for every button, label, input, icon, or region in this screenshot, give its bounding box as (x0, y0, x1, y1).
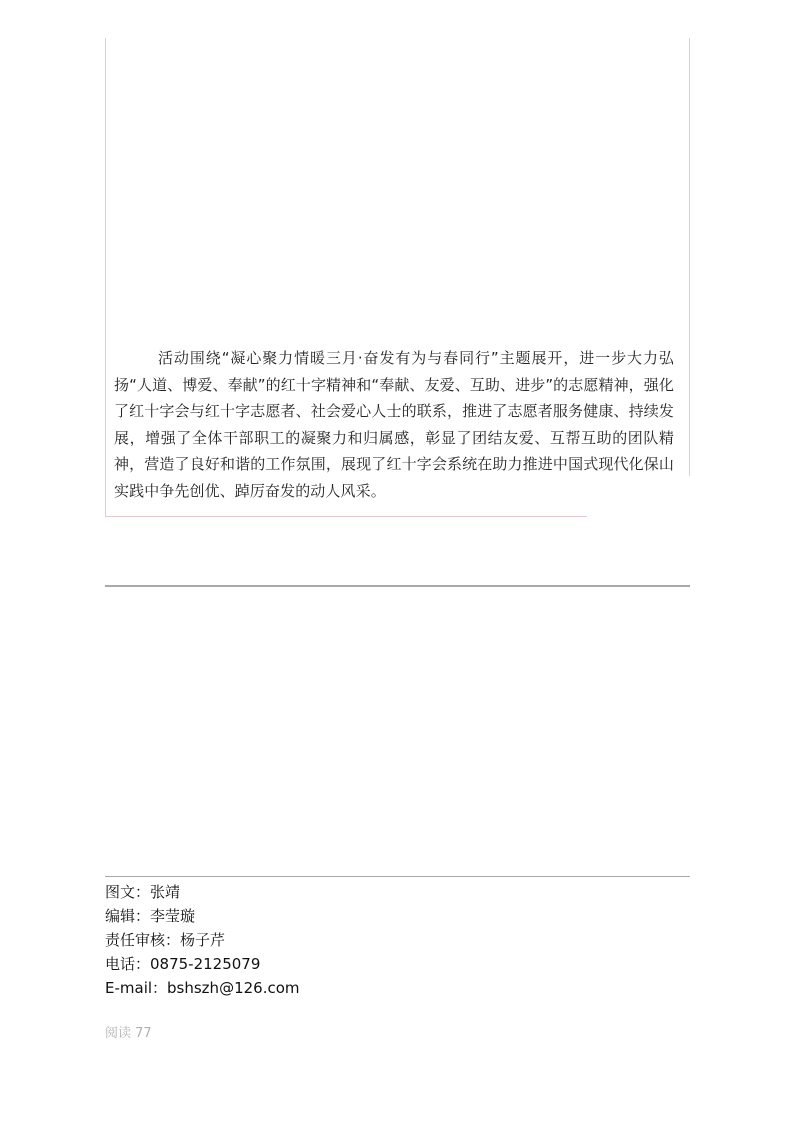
section-divider (105, 585, 690, 587)
credit-email: E-mail：bshszh@126.com (105, 979, 300, 997)
credits-divider (105, 876, 690, 877)
credits-block (105, 880, 300, 1000)
credit-editor: 编辑：李莹璇 (105, 907, 196, 925)
article-paragraph: 活动围绕“凝心聚力情暖三月·奋发有为与春同行”主题展开，进一步大力弘扬“人道、博爱、奉献”的红十字精神和“奉献、友爱、互助、进步”的志愿精神，强化了红十字会与红十字志愿者、社会爱心人士的联系，推进了志愿者服务健康、持续发展，增强了全体干部职工的凝聚力和归属感，彰显了团结友爱、互帮互助的团队精神，营造了良好和谐的工作氛围，展现了红十字会系统在助力推进中国式现代化保山实践中争先创优、踔厉奋发的动人风采。 (114, 349, 674, 500)
read-count: 阅读 77 (105, 1026, 152, 1041)
credit-photo-text: 图文：张靖 (105, 883, 181, 901)
credit-reviewer: 责任审核：杨子芹 (105, 931, 226, 949)
credit-phone: 电话：0875-2125079 (105, 955, 261, 973)
